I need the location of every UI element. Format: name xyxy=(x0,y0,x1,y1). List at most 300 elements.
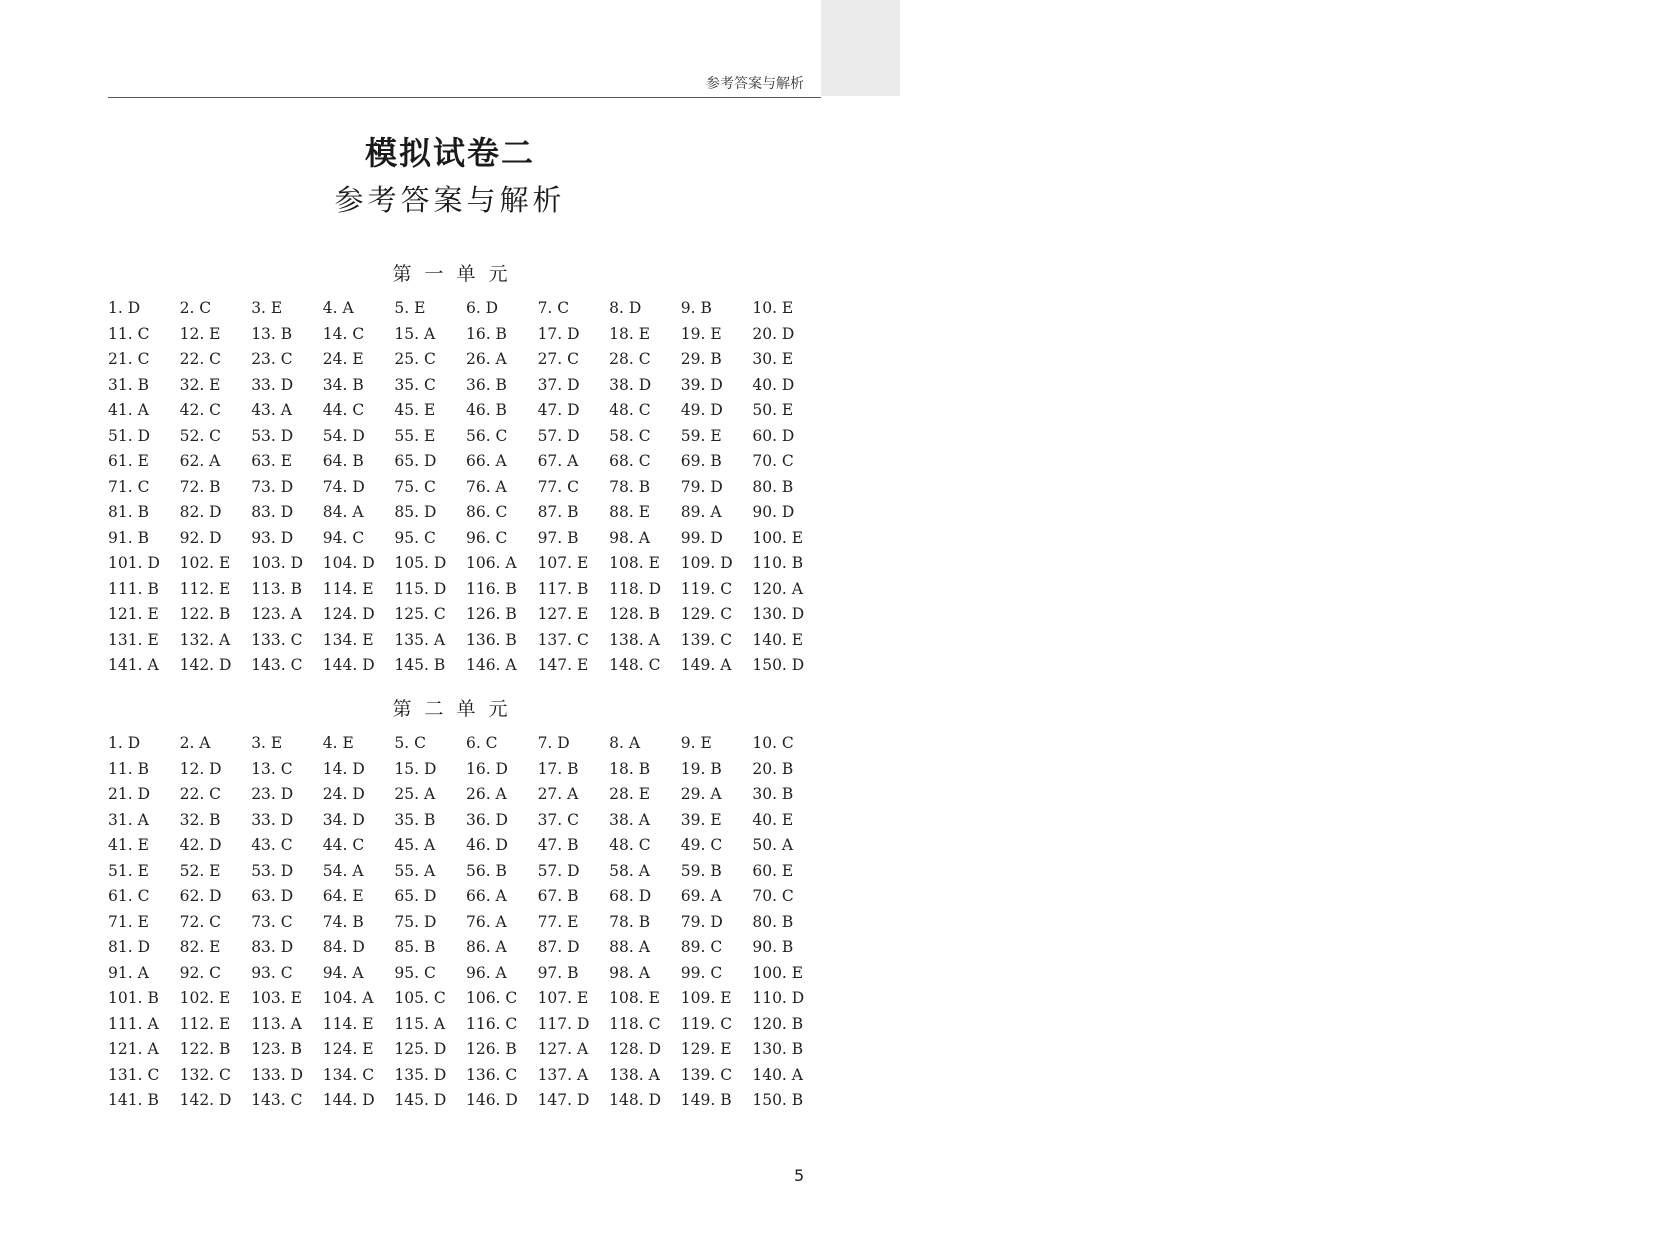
answer-item: 96. C xyxy=(465,528,508,547)
answer-item: 41. A xyxy=(108,401,149,419)
answer-item: 50. E xyxy=(752,401,794,419)
answer-item: 144. D xyxy=(322,1091,375,1109)
answer-item: 3. E xyxy=(251,299,283,317)
answer-item: 79. D xyxy=(680,477,723,496)
answer-item: 142. D xyxy=(179,1091,232,1109)
answer-item: 9. B xyxy=(680,299,712,317)
answer-item: 73. C xyxy=(251,912,293,931)
answer-item: 122. B xyxy=(179,605,231,623)
answer-item: 14. D xyxy=(322,759,365,778)
answer-item: 72. B xyxy=(179,477,221,496)
answer-item: 71. E xyxy=(108,912,149,931)
answer-item: 149. A xyxy=(680,656,732,674)
answer-item: 71. C xyxy=(108,477,150,496)
answer-item: 112. E xyxy=(179,579,231,598)
answer-item: 91. B xyxy=(108,528,149,547)
answer-item: 69. A xyxy=(680,887,722,905)
answer-item: 148. D xyxy=(609,1091,662,1109)
answer-item: 38. A xyxy=(609,810,650,829)
answer-item: 117. D xyxy=(537,1014,590,1033)
answer-item: 47. B xyxy=(537,836,579,854)
answer-item: 93. D xyxy=(251,528,294,547)
answer-item: 88. A xyxy=(609,938,650,956)
answer-item: 6. C xyxy=(465,734,498,752)
answer-item: 126. B xyxy=(465,1040,517,1058)
answer-item: 142. D xyxy=(179,656,232,674)
corner-tab xyxy=(821,0,1677,96)
answer-item: 104. D xyxy=(322,554,375,572)
answer-item: 127. A xyxy=(537,1040,589,1058)
answer-item: 59. E xyxy=(680,426,722,445)
answer-item: 56. C xyxy=(465,426,508,445)
answer-item: 49. C xyxy=(680,836,723,854)
answer-item: 100. E xyxy=(752,963,804,982)
answer-item: 117. B xyxy=(537,579,589,598)
answer-item: 60. E xyxy=(752,861,794,880)
answer-item: 73. D xyxy=(251,477,294,496)
answer-item: 85. B xyxy=(394,938,436,956)
answer-item: 113. A xyxy=(251,1014,302,1033)
unit-heading-1: 第一单元 xyxy=(392,263,521,285)
answer-item: 83. D xyxy=(251,503,294,521)
answer-item: 138. A xyxy=(609,630,660,649)
answer-item: 128. B xyxy=(609,605,660,623)
answer-item: 48. C xyxy=(609,836,651,854)
answer-item: 64. E xyxy=(322,887,364,905)
answer-item: 132. C xyxy=(179,1065,231,1084)
answer-item: 114. E xyxy=(322,579,374,598)
answer-item: 66. A xyxy=(465,452,507,470)
page-subtitle: 参考答案与解析 xyxy=(334,183,566,217)
answer-item: 90. B xyxy=(752,938,794,956)
answer-item: 146. A xyxy=(465,656,517,674)
page-number: 5 xyxy=(794,1166,805,1185)
answer-item: 150. D xyxy=(752,656,805,674)
answer-item: 137. C xyxy=(537,630,589,649)
answer-item: 22. C xyxy=(179,350,222,368)
answer-item: 84. D xyxy=(322,938,365,956)
answer-item: 32. E xyxy=(179,375,221,394)
answer-item: 43. A xyxy=(251,401,292,419)
answer-item: 97. B xyxy=(537,963,579,982)
answer-item: 23. C xyxy=(251,350,293,368)
answer-item: 137. A xyxy=(537,1065,589,1084)
answer-item: 74. D xyxy=(322,477,365,496)
answer-item: 14. C xyxy=(322,324,365,343)
answer-item: 20. D xyxy=(752,324,795,343)
answer-item: 22. C xyxy=(179,785,222,803)
answer-item: 9. E xyxy=(680,734,712,752)
answer-item: 1. D xyxy=(108,734,141,752)
answer-item: 32. B xyxy=(179,810,221,829)
answer-item: 62. A xyxy=(179,452,221,470)
answer-item: 30. B xyxy=(752,785,794,803)
header-divider xyxy=(108,97,821,98)
year-watermark: 2026 xyxy=(1657,44,1677,92)
answer-item: 37. C xyxy=(537,810,579,829)
answer-item: 42. D xyxy=(179,836,222,854)
answer-item: 89. C xyxy=(680,938,723,956)
answer-item: 134. C xyxy=(322,1065,375,1084)
answer-item: 31. A xyxy=(108,810,149,829)
answer-item: 109. E xyxy=(680,989,732,1007)
answer-item: 136. C xyxy=(465,1065,518,1084)
answer-item: 89. A xyxy=(680,503,722,521)
answer-item: 68. D xyxy=(609,887,652,905)
answer-item: 87. D xyxy=(537,938,580,956)
answer-item: 55. A xyxy=(394,861,436,880)
answer-item: 61. C xyxy=(108,887,150,905)
answer-item: 19. B xyxy=(680,759,722,778)
answer-item: 82. D xyxy=(179,503,222,521)
answer-item: 100. E xyxy=(752,528,804,547)
answer-item: 108. E xyxy=(609,554,660,572)
answer-item: 16. D xyxy=(465,759,508,778)
answer-item: 135. D xyxy=(394,1065,447,1084)
answer-item: 122. B xyxy=(179,1040,231,1058)
answer-item: 79. D xyxy=(680,912,723,931)
answer-item: 120. A xyxy=(752,579,803,598)
answer-item: 81. D xyxy=(108,938,151,956)
answer-item: 44. C xyxy=(322,836,365,854)
answer-item: 35. B xyxy=(394,810,436,829)
answer-item: 140. A xyxy=(752,1065,803,1084)
answer-item: 87. B xyxy=(537,503,579,521)
answer-item: 65. D xyxy=(394,452,437,470)
answer-item: 4. A xyxy=(322,299,354,317)
answer-item: 110. B xyxy=(752,554,804,572)
answer-item: 12. E xyxy=(179,324,221,343)
answer-item: 96. A xyxy=(465,963,507,982)
answer-item: 95. C xyxy=(394,528,436,547)
answer-item: 94. A xyxy=(322,963,364,982)
answer-item: 126. B xyxy=(465,605,517,623)
answer-item: 4. E xyxy=(322,734,354,752)
answer-item: 143. C xyxy=(251,656,303,674)
answer-item: 92. C xyxy=(179,963,222,982)
answer-item: 80. B xyxy=(752,477,794,496)
answer-item: 88. E xyxy=(609,503,651,521)
answer-item: 95. C xyxy=(394,963,436,982)
answer-item: 68. C xyxy=(609,452,651,470)
answer-item: 101. D xyxy=(108,554,160,572)
answer-item: 63. E xyxy=(251,452,293,470)
answer-item: 58. C xyxy=(609,426,651,445)
answer-item: 139. C xyxy=(680,1065,733,1084)
answer-item: 25. C xyxy=(394,350,436,368)
answer-item: 136. B xyxy=(465,630,517,649)
answer-item: 31. B xyxy=(108,375,149,394)
answer-item: 129. E xyxy=(680,1040,732,1058)
answer-item: 18. B xyxy=(609,759,651,778)
answer-item: 53. D xyxy=(251,861,294,880)
answer-item: 101. B xyxy=(108,989,159,1007)
answer-item: 109. D xyxy=(680,554,733,572)
answer-item: 11. C xyxy=(108,324,150,343)
answer-item: 27. C xyxy=(537,350,579,368)
answer-item: 26. A xyxy=(465,350,507,368)
answer-item: 121. E xyxy=(108,605,159,623)
answer-item: 17. B xyxy=(537,759,579,778)
answer-item: 97. B xyxy=(537,528,579,547)
answer-item: 148. C xyxy=(609,656,661,674)
answer-item: 104. A xyxy=(322,989,374,1007)
answer-item: 20. B xyxy=(752,759,794,778)
answer-item: 75. C xyxy=(394,477,436,496)
answer-item: 51. D xyxy=(108,426,151,445)
answer-item: 105. D xyxy=(394,554,447,572)
answer-item: 133. D xyxy=(251,1065,304,1084)
answer-item: 30. E xyxy=(752,350,794,368)
answer-item: 118. C xyxy=(609,1014,661,1033)
answer-item: 49. D xyxy=(680,401,723,419)
answer-item: 149. B xyxy=(680,1091,732,1109)
answer-item: 130. D xyxy=(752,605,805,623)
answer-item: 67. B xyxy=(537,887,579,905)
answer-item: 76. A xyxy=(465,477,507,496)
answer-item: 39. E xyxy=(680,810,722,829)
answer-item: 57. D xyxy=(537,426,580,445)
answer-item: 56. B xyxy=(465,861,507,880)
answer-item: 41. E xyxy=(108,836,149,854)
answer-item: 70. C xyxy=(752,887,794,905)
answer-item: 111. B xyxy=(108,579,159,598)
answer-item: 119. C xyxy=(680,579,733,598)
answer-item: 86. A xyxy=(465,938,507,956)
answer-item: 53. D xyxy=(251,426,294,445)
answer-item: 118. D xyxy=(609,579,662,598)
answer-item: 63. D xyxy=(251,887,294,905)
answer-item: 42. C xyxy=(179,401,222,419)
answer-item: 55. E xyxy=(394,426,436,445)
answer-item: 93. C xyxy=(251,963,293,982)
answer-item: 10. E xyxy=(752,299,794,317)
answer-item: 77. E xyxy=(537,912,579,931)
answer-item: 82. E xyxy=(179,938,221,956)
answer-item: 54. A xyxy=(322,861,364,880)
answer-item: 44. C xyxy=(322,401,365,419)
answer-item: 52. E xyxy=(179,861,221,880)
answer-item: 7. D xyxy=(537,734,570,752)
answer-item: 21. D xyxy=(108,785,151,803)
answer-item: 5. C xyxy=(394,734,426,752)
answer-item: 140. E xyxy=(752,630,804,649)
answer-item: 5. E xyxy=(394,299,426,317)
answer-item: 116. B xyxy=(465,579,517,598)
answer-item: 8. D xyxy=(609,299,642,317)
answer-item: 77. C xyxy=(537,477,579,496)
answer-item: 21. C xyxy=(108,350,150,368)
answer-item: 13. B xyxy=(251,324,293,343)
answer-item: 25. A xyxy=(394,785,436,803)
answer-item: 129. C xyxy=(680,605,733,623)
answer-item: 28. E xyxy=(609,785,651,803)
answer-item: 125. C xyxy=(394,605,446,623)
answer-item: 46. B xyxy=(465,401,507,419)
answer-item: 66. A xyxy=(465,887,507,905)
answer-item: 92. D xyxy=(179,528,222,547)
answer-item: 45. E xyxy=(394,401,436,419)
answer-item: 59. B xyxy=(680,861,722,880)
answer-item: 11. B xyxy=(108,759,149,778)
answer-item: 125. D xyxy=(394,1040,447,1058)
answer-item: 86. C xyxy=(465,503,508,521)
answer-item: 74. B xyxy=(322,912,364,931)
answer-item: 48. C xyxy=(609,401,651,419)
answer-item: 103. D xyxy=(251,554,304,572)
answer-item: 72. C xyxy=(179,912,222,931)
answer-item: 115. D xyxy=(394,579,447,598)
answer-item: 105. C xyxy=(394,989,446,1007)
answer-item: 107. E xyxy=(537,554,589,572)
answer-item: 23. D xyxy=(251,785,294,803)
answer-item: 128. D xyxy=(609,1040,662,1058)
answer-item: 116. C xyxy=(465,1014,518,1033)
answer-item: 70. C xyxy=(752,452,794,470)
answer-item: 12. D xyxy=(179,759,222,778)
answer-item: 120. B xyxy=(752,1014,804,1033)
answer-item: 33. D xyxy=(251,375,294,394)
answer-item: 102. E xyxy=(179,989,231,1007)
answer-item: 135. A xyxy=(394,630,446,649)
answer-item: 146. D xyxy=(465,1091,518,1109)
answer-item: 51. E xyxy=(108,861,149,880)
answer-item: 113. B xyxy=(251,579,303,598)
answer-item: 133. C xyxy=(251,630,303,649)
answer-item: 1. D xyxy=(108,299,141,317)
answer-item: 28. C xyxy=(609,350,651,368)
answer-item: 78. B xyxy=(609,912,651,931)
answer-item: 124. D xyxy=(322,605,375,623)
answer-item: 58. A xyxy=(609,861,650,880)
answer-item: 106. C xyxy=(465,989,518,1007)
answer-item: 29. B xyxy=(680,350,722,368)
answer-item: 65. D xyxy=(394,887,437,905)
answer-item: 103. E xyxy=(251,989,302,1007)
running-header: 参考答案与解析 xyxy=(706,76,804,92)
unit-heading-2: 第二单元 xyxy=(392,698,521,720)
answer-item: 99. D xyxy=(680,528,723,547)
answer-grid-unit-1 xyxy=(108,296,808,679)
answer-item: 37. D xyxy=(537,375,580,394)
answer-item: 110. D xyxy=(752,989,805,1007)
answer-item: 84. A xyxy=(322,503,364,521)
answer-item: 121. A xyxy=(108,1040,159,1058)
answer-item: 3. E xyxy=(251,734,283,752)
answer-item: 50. A xyxy=(752,836,794,854)
answer-item: 123. A xyxy=(251,605,302,623)
answer-item: 60. D xyxy=(752,426,795,445)
answer-item: 6. D xyxy=(465,299,499,317)
answer-item: 36. D xyxy=(465,810,508,829)
answer-item: 15. D xyxy=(394,759,437,778)
answer-item: 10. C xyxy=(752,734,794,752)
answer-item: 139. C xyxy=(680,630,733,649)
answer-item: 17. D xyxy=(537,324,580,343)
answer-item: 98. A xyxy=(609,963,650,982)
answer-item: 98. A xyxy=(609,528,650,547)
answer-item: 119. C xyxy=(680,1014,733,1033)
answer-item: 34. B xyxy=(322,375,364,394)
answer-item: 141. A xyxy=(108,656,159,674)
answer-item: 57. D xyxy=(537,861,580,880)
answer-item: 124. E xyxy=(322,1040,374,1058)
answer-item: 143. C xyxy=(251,1091,303,1109)
answer-item: 123. B xyxy=(251,1040,303,1058)
answer-item: 35. C xyxy=(394,375,436,394)
answer-item: 62. D xyxy=(179,887,222,905)
answer-item: 7. C xyxy=(537,299,570,317)
answer-item: 127. E xyxy=(537,605,589,623)
answer-item: 18. E xyxy=(609,324,651,343)
answer-item: 45. A xyxy=(394,836,436,854)
answer-item: 64. B xyxy=(322,452,364,470)
answer-item: 145. B xyxy=(394,656,446,674)
answer-item: 145. D xyxy=(394,1091,447,1109)
answer-item: 147. D xyxy=(537,1091,590,1109)
answer-item: 114. E xyxy=(322,1014,374,1033)
answer-item: 52. C xyxy=(179,426,222,445)
answer-item: 85. D xyxy=(394,503,437,521)
answer-item: 47. D xyxy=(537,401,580,419)
answer-item: 131. C xyxy=(108,1065,160,1084)
page-title: 模拟试卷二 xyxy=(364,134,535,172)
answer-item: 134. E xyxy=(322,630,374,649)
answer-item: 43. C xyxy=(251,836,293,854)
answer-item: 8. A xyxy=(609,734,641,752)
answer-item: 78. B xyxy=(609,477,651,496)
answer-item: 19. E xyxy=(680,324,722,343)
answer-item: 27. A xyxy=(537,785,579,803)
answer-item: 94. C xyxy=(322,528,365,547)
answer-item: 147. E xyxy=(537,656,589,674)
answer-item: 99. C xyxy=(680,963,723,982)
answer-item: 67. A xyxy=(537,452,579,470)
answer-item: 108. E xyxy=(609,989,660,1007)
answer-item: 61. E xyxy=(108,452,149,470)
answer-item: 112. E xyxy=(179,1014,231,1033)
answer-item: 106. A xyxy=(465,554,517,572)
answer-item: 83. D xyxy=(251,938,294,956)
answer-item: 15. A xyxy=(394,324,436,343)
answer-item: 81. B xyxy=(108,503,149,521)
answer-item: 40. E xyxy=(752,810,794,829)
answer-item: 39. D xyxy=(680,375,723,394)
answer-item: 26. A xyxy=(465,785,507,803)
answer-item: 144. D xyxy=(322,656,375,674)
answer-item: 46. D xyxy=(465,836,508,854)
answer-item: 130. B xyxy=(752,1040,804,1058)
answer-item: 80. B xyxy=(752,912,794,931)
answer-item: 102. E xyxy=(179,554,231,572)
answer-item: 115. A xyxy=(394,1014,446,1033)
answer-item: 141. B xyxy=(108,1091,159,1109)
answer-item: 34. D xyxy=(322,810,365,829)
answer-item: 132. A xyxy=(179,630,231,649)
answer-item: 131. E xyxy=(108,630,159,649)
answer-item: 24. E xyxy=(322,350,364,368)
answer-item: 13. C xyxy=(251,759,293,778)
answer-item: 29. A xyxy=(680,785,722,803)
answer-item: 16. B xyxy=(465,324,507,343)
answer-item: 2. C xyxy=(179,299,212,317)
answer-item: 40. D xyxy=(752,375,795,394)
answer-item: 38. D xyxy=(609,375,652,394)
answer-item: 2. A xyxy=(179,734,211,752)
answer-item: 90. D xyxy=(752,503,795,521)
answer-item: 111. A xyxy=(108,1014,159,1033)
answer-item: 138. A xyxy=(609,1065,660,1084)
